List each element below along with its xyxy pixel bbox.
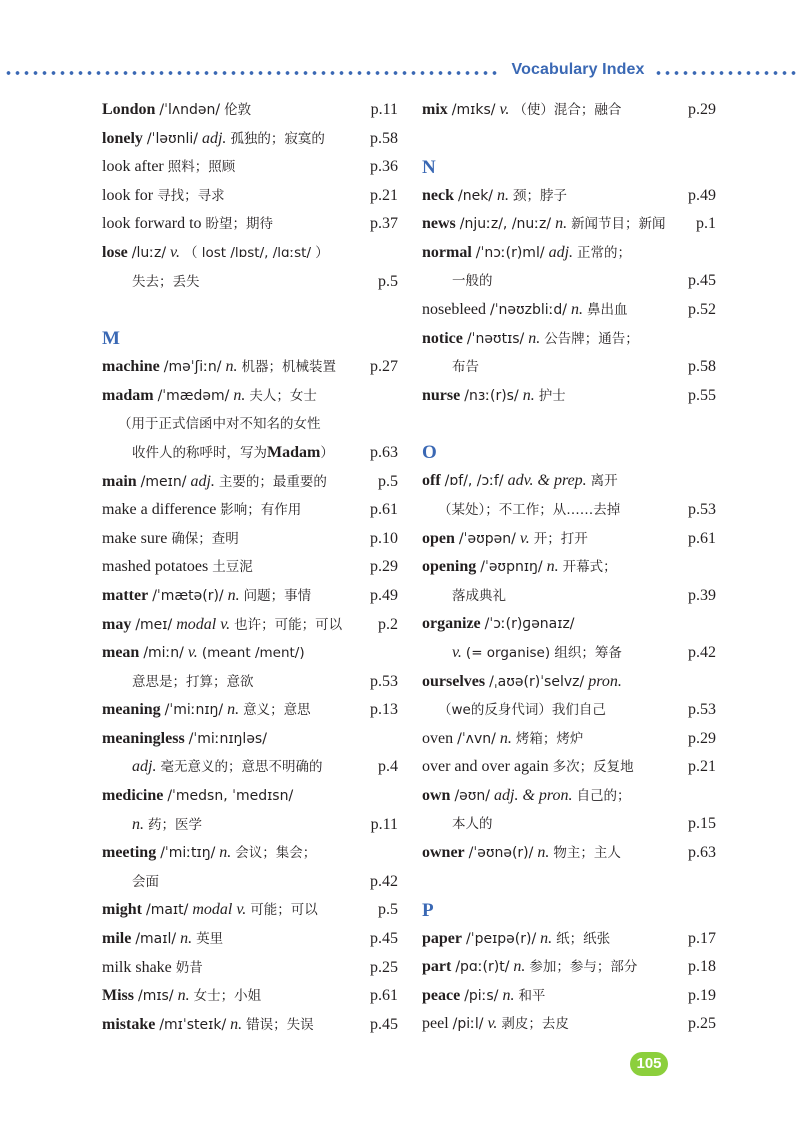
headword: mile (102, 930, 132, 948)
definition: 和平 (518, 987, 546, 1004)
page-reference: p.53 (370, 672, 398, 690)
page-reference: p.27 (370, 358, 398, 376)
page-reference: p.10 (370, 529, 398, 547)
headword: machine (102, 358, 160, 376)
definition: 护士 (538, 387, 566, 404)
index-entry (102, 611, 398, 640)
definition: （we的反身代词）我们自己 (438, 702, 606, 719)
definition: 奶昔 (175, 959, 203, 976)
part-of-speech: n. (546, 558, 559, 576)
page-reference: p.63 (688, 844, 716, 862)
index-entry (102, 982, 398, 1011)
definition: 药；医学 (148, 816, 202, 833)
headword: opening (422, 558, 477, 576)
page-header (0, 60, 800, 86)
phonetic: /njuːz/, /nuːz/ (459, 216, 552, 233)
definition: 离开 (590, 473, 618, 490)
headword: mashed potatoes (102, 558, 209, 576)
part-of-speech: adj. (190, 472, 215, 490)
part-of-speech: v. (170, 243, 180, 261)
section-title: Vocabulary Index (511, 61, 645, 78)
definition: 也许；可能；可以 (234, 616, 343, 633)
phonetic: /ˈmiːnɪŋləs/ (188, 730, 267, 747)
definition: 本人的 (452, 816, 493, 833)
index-entry (102, 553, 398, 582)
page-reference: p.55 (688, 386, 716, 404)
phonetic: /ˈpeɪpə(r)/ (466, 930, 537, 947)
page-reference: p.45 (688, 272, 716, 290)
definition: 伦敦 (224, 102, 252, 118)
definition: 开幕式； (562, 559, 617, 576)
index-entry (102, 954, 398, 983)
index-entry (102, 925, 398, 954)
index-entry (102, 839, 398, 868)
page-reference: p.19 (688, 986, 716, 1004)
entry-continuation (422, 639, 716, 668)
part-of-speech: n. (537, 844, 550, 862)
part-of-speech: adj. (132, 758, 157, 776)
definition: （ lost /lɒst/, /lɑːst/ ） (183, 244, 329, 261)
phonetic: /ˈəʊnə(r)/ (468, 845, 534, 862)
part-of-speech: adj. (201, 129, 227, 147)
phonetic: /mɪks/ (451, 102, 496, 118)
phonetic: /piːs/ (464, 987, 499, 1004)
page-number-badge: 105 (630, 1052, 668, 1076)
index-entry (102, 582, 398, 611)
part-of-speech: n. (502, 986, 515, 1004)
phonetic: /ˈləʊnli/ (146, 130, 198, 147)
part-of-speech: v. (499, 101, 510, 118)
page-reference: p.21 (370, 186, 398, 204)
definition: 失去；丢失 (132, 273, 200, 290)
definition: 意思是；打算；意欲 (132, 673, 254, 690)
phonetic: /luːz/ (131, 244, 167, 261)
definition-keyword: Madam (267, 443, 321, 461)
index-entry (422, 325, 716, 354)
part-of-speech: v. (487, 1015, 498, 1033)
definition: 多次；反复地 (552, 759, 634, 776)
headword: paper (422, 929, 462, 947)
definition: 盼望；期待 (205, 216, 274, 233)
part-of-speech: n. (227, 586, 240, 604)
definition: 确保；查明 (171, 530, 239, 547)
section-letter: O (422, 442, 437, 464)
definition: 一般的 (452, 273, 493, 290)
page-reference: p.5 (378, 472, 398, 490)
part-of-speech: n. (177, 987, 190, 1005)
part-of-speech: n. (219, 844, 232, 862)
phonetic: /əʊn/ (454, 787, 491, 804)
headword: notice (422, 329, 463, 347)
definition: 开；打开 (533, 530, 588, 547)
phonetic: /mɪs/ (138, 988, 174, 1005)
phonetic: /ˈnəʊzbliːd/ (489, 301, 568, 318)
page-reference: p.58 (688, 358, 716, 376)
headword: over and over again (422, 758, 549, 776)
definition: 公告牌；通告； (544, 330, 639, 347)
definition: 颈；脖子 (513, 187, 568, 204)
part-of-speech: n. (555, 215, 568, 233)
index-entry (422, 610, 716, 639)
index-entry (102, 1011, 398, 1040)
part-of-speech: n. (227, 701, 240, 719)
definition: 物主；主人 (553, 845, 621, 862)
section-letter: P (422, 899, 434, 921)
index-entry (422, 753, 716, 782)
phonetic: /mɪˈsteɪk/ (159, 1016, 227, 1033)
part-of-speech: adj. (548, 243, 574, 261)
page-reference: p.53 (688, 701, 716, 719)
part-of-speech: modal v. (176, 615, 231, 633)
definition: 收件人的称呼时，写为 (132, 444, 267, 461)
definition: （使）混合；融合 (513, 102, 622, 118)
section-letter: M (102, 328, 120, 350)
definition: 错误；失误 (246, 1016, 314, 1033)
phonetic: /ˈlʌndən/ (159, 102, 221, 118)
definition: 毫无意义的；意思不明确的 (160, 759, 323, 776)
index-entry (422, 296, 716, 325)
headword: make sure (102, 529, 168, 547)
index-entry (102, 382, 398, 411)
definition: 主要的；最重要的 (218, 473, 327, 490)
page-reference: p.1 (696, 215, 716, 233)
page-reference: p.21 (688, 758, 716, 776)
definition: 影响；有作用 (220, 502, 302, 519)
part-of-speech: n. (233, 386, 246, 404)
entry-continuation (102, 868, 398, 897)
headword: make a difference (102, 501, 217, 519)
entry-continuation (422, 582, 716, 611)
page-reference: p.39 (688, 586, 716, 604)
index-entry (422, 668, 716, 697)
part-of-speech: n. (540, 929, 553, 947)
part-of-speech: n. (180, 930, 193, 948)
headword: peace (422, 986, 461, 1004)
headword: mean (102, 644, 140, 662)
index-entry (102, 525, 398, 554)
phonetic: /ɒf/, /ɔːf/ (444, 473, 504, 490)
page-reference: p.4 (378, 758, 398, 776)
part-of-speech: adv. & prep. (507, 472, 587, 490)
index-entry (422, 210, 716, 239)
index-entry (422, 982, 716, 1011)
part-of-speech: v. (452, 643, 462, 661)
part-of-speech: n. (499, 729, 512, 747)
headword: lonely (102, 129, 143, 147)
page-reference: p.52 (688, 300, 716, 318)
phonetic: /pɑː(r)t/ (455, 959, 510, 976)
headword: lose (102, 243, 128, 261)
headword: off (422, 472, 441, 490)
entry-continuation (422, 353, 716, 382)
entry-continuation (102, 668, 398, 697)
headword: look after (102, 158, 164, 176)
headword: organize (422, 615, 481, 633)
phonetic: /meɪ/ (135, 616, 173, 633)
page-reference: p.42 (370, 872, 398, 890)
headword: mix (422, 101, 448, 118)
headword: ourselves (422, 672, 486, 690)
phonetic: /ˈmætə(r)/ (152, 587, 224, 604)
definition: 夫人；女士 (249, 387, 317, 404)
dotted-rule-left (4, 71, 500, 75)
definition: 女士；小姐 (193, 988, 262, 1005)
page-reference: p.13 (370, 701, 398, 719)
part-of-speech: adj. & pron. (494, 786, 573, 804)
definition: 鼻出血 (587, 301, 628, 318)
definition: 自己的； (576, 787, 631, 804)
definition: （用于正式信函中对不知名的女性 (118, 416, 321, 433)
index-entry (422, 525, 716, 554)
index-entry (422, 925, 716, 954)
part-of-speech: n. (513, 958, 526, 976)
definition: 烤箱；烤炉 (515, 730, 584, 747)
headword: nurse (422, 386, 461, 404)
definition: 落成典礼 (452, 587, 506, 604)
index-entry (422, 1010, 716, 1039)
index-entry (422, 553, 716, 582)
page-reference: p.29 (688, 729, 716, 747)
headword: owner (422, 844, 465, 862)
page-reference: p.63 (370, 443, 398, 461)
index-entry (102, 696, 398, 725)
headword: matter (102, 586, 149, 604)
headword: part (422, 958, 452, 976)
definition: 会议；集会； (235, 845, 317, 862)
entry-continuation (422, 810, 716, 839)
definition: 土豆泥 (212, 559, 253, 576)
index-entry (102, 468, 398, 497)
index-entry (102, 182, 398, 211)
entry-continuation (422, 496, 716, 525)
headword: open (422, 529, 455, 547)
page-reference: p.2 (378, 615, 398, 633)
phonetic: /maɪl/ (135, 931, 177, 948)
page-reference: p.18 (688, 958, 716, 976)
phonetic: /ˌaʊə(r)ˈselvz/ (489, 673, 585, 690)
part-of-speech: n. (522, 386, 535, 404)
headword: meaning (102, 701, 161, 719)
part-of-speech: n. (571, 300, 584, 318)
section-letter: N (422, 156, 436, 178)
page-reference: p.29 (688, 101, 716, 118)
headword: London (102, 101, 156, 118)
index-entry (102, 153, 398, 182)
definition: 意义；意思 (243, 702, 311, 719)
index-entry (422, 382, 716, 411)
headword: neck (422, 186, 454, 204)
index-entry (102, 210, 398, 239)
part-of-speech: modal v. (192, 901, 247, 919)
phonetic: /meɪn/ (140, 473, 187, 490)
headword: main (102, 472, 137, 490)
page-reference: p.61 (370, 987, 398, 1005)
entry-continuation (102, 268, 398, 297)
part-of-speech: n. (497, 186, 510, 204)
headword: own (422, 786, 451, 804)
index-entry (422, 467, 716, 496)
headword: milk shake (102, 958, 172, 976)
part-of-speech: n. (230, 1015, 243, 1033)
definition: 寻找；寻求 (157, 187, 225, 204)
phonetic: /ˈmiːnɪŋ/ (164, 702, 224, 719)
entry-continuation (422, 696, 716, 725)
page-reference: p.49 (370, 586, 398, 604)
phonetic: /miːn/ (143, 645, 184, 662)
page-reference: p.15 (688, 815, 716, 833)
phonetic: /nɜː(r)s/ (464, 387, 519, 404)
index-entry (102, 125, 398, 154)
index-entry (422, 725, 716, 754)
page-reference: p.5 (378, 272, 398, 290)
page-reference: p.45 (370, 1015, 398, 1033)
page-reference: p.45 (370, 930, 398, 948)
phonetic: /ˈɔː(r)ɡənaɪz/ (484, 616, 575, 633)
page-reference: p.53 (688, 500, 716, 518)
page-reference: p.25 (688, 1015, 716, 1033)
definition: 照料；照顾 (167, 159, 236, 176)
index-column-right (422, 96, 716, 1039)
headword: meeting (102, 844, 157, 862)
headword: normal (422, 243, 472, 261)
headword: peel (422, 1015, 449, 1033)
page-reference: p.29 (370, 558, 398, 576)
dotted-rule-right (654, 71, 800, 75)
entry-continuation (422, 267, 716, 296)
part-of-speech: n. (528, 329, 541, 347)
entry-continuation (102, 439, 398, 468)
page-reference: p.36 (370, 158, 398, 176)
definition: (meant /ment/) (201, 645, 305, 662)
page-reference: p.58 (370, 129, 398, 147)
index-entry (422, 782, 716, 811)
headword: madam (102, 386, 154, 404)
headword: nosebleed (422, 300, 486, 318)
index-entry (102, 782, 398, 811)
definition: 机器；机械装置 (241, 359, 336, 376)
phonetic: /ˈnɔː(r)ml/ (475, 244, 545, 261)
phonetic: /nek/ (458, 187, 494, 204)
phonetic: /ˈmedsn, ˈmedɪsn/ (167, 788, 294, 805)
page-reference: p.5 (378, 901, 398, 919)
definition: 正常的； (577, 244, 632, 261)
entry-continuation (102, 410, 398, 439)
index-entry (102, 239, 398, 268)
headword: might (102, 901, 142, 919)
headword: mistake (102, 1015, 156, 1033)
index-entry (102, 96, 398, 125)
page-reference: p.17 (688, 929, 716, 947)
index-entry (102, 496, 398, 525)
index-entry (422, 239, 716, 268)
index-column-left (102, 96, 398, 1039)
definition-suffix: ） (320, 444, 334, 461)
headword: oven (422, 729, 454, 747)
definition: 纸；纸张 (556, 930, 611, 947)
definition: 布告 (452, 359, 479, 376)
page-reference: p.11 (370, 101, 398, 118)
headword: look forward to (102, 215, 202, 233)
phonetic: /ˈəʊpən/ (458, 530, 516, 547)
phonetic: /piːl/ (452, 1016, 484, 1033)
definition: （某处）；不工作；从……去掉 (438, 501, 621, 518)
index-entry (422, 182, 716, 211)
entry-continuation (102, 753, 398, 782)
page-reference: p.61 (370, 501, 398, 519)
definition: 会面 (132, 873, 159, 890)
index-entry (422, 96, 716, 125)
index-entry (422, 839, 716, 868)
index-entry (102, 725, 398, 754)
definition: 参加；参与；部分 (529, 959, 638, 976)
definition: 剥皮；去皮 (501, 1016, 569, 1033)
page-reference: p.11 (370, 815, 398, 833)
page-reference: p.61 (688, 529, 716, 547)
headword: meaningless (102, 729, 185, 747)
phonetic: /ˈmædəm/ (157, 387, 230, 404)
phonetic: /ˈʌvn/ (457, 730, 496, 747)
part-of-speech: v. (519, 529, 530, 547)
definition: 新闻节目；新闻 (571, 216, 666, 233)
index-entry (102, 639, 398, 668)
index-entry (422, 953, 716, 982)
headword: news (422, 215, 456, 233)
part-of-speech: n. (132, 815, 144, 833)
phonetic: /məˈʃiːn/ (163, 359, 222, 376)
entry-continuation (102, 811, 398, 840)
index-entry (102, 896, 398, 925)
page-reference: p.42 (688, 643, 716, 661)
headword: may (102, 615, 132, 633)
definition: 可能；可以 (250, 902, 318, 919)
definition: 问题；事情 (243, 587, 312, 604)
index-entry (102, 353, 398, 382)
page-reference: p.37 (370, 215, 398, 233)
phonetic: /ˈmiːtɪŋ/ (160, 845, 216, 862)
page-reference: p.25 (370, 958, 398, 976)
phonetic: /ˈəʊpnɪŋ/ (480, 559, 543, 576)
page-reference: p.49 (688, 186, 716, 204)
definition: 英里 (196, 931, 224, 948)
part-of-speech: pron. (588, 672, 622, 690)
definition: (= organise) 组织；筹备 (465, 644, 622, 661)
headword: medicine (102, 787, 164, 805)
headword: Miss (102, 987, 134, 1005)
definition: 孤独的；寂寞的 (230, 130, 325, 147)
phonetic: /ˈnəʊtɪs/ (466, 330, 525, 347)
headword: look for (102, 186, 154, 204)
part-of-speech: v. (187, 644, 198, 662)
phonetic: /maɪt/ (146, 902, 189, 919)
part-of-speech: n. (225, 358, 238, 376)
